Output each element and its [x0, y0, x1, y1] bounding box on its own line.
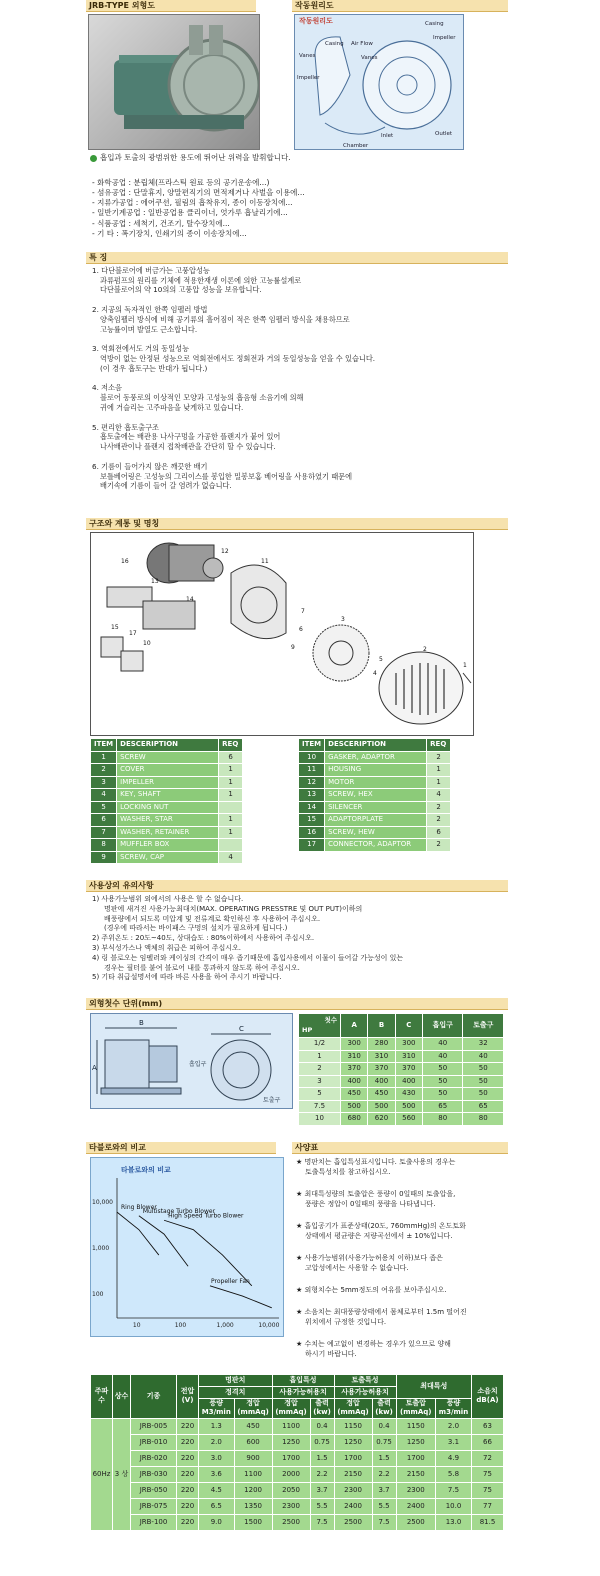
table-row: JRB-075 220 6.5 1350 2300 5.5 2400 5.5 2400 10.0 77 [91, 1498, 504, 1514]
principle-svg [295, 15, 463, 149]
series-line [164, 1220, 252, 1286]
caution-line: 3) 부식성가스나 액체의 취급은 피하여 주십시오. [92, 943, 242, 952]
table-row: 11 HOUSING 1 [299, 764, 451, 777]
note-item: ★ 소음치는 최대풍량상태에서 몸체로부터 1.5m 떨어진 위치에서 규정한 것입니다. [296, 1308, 467, 1326]
principle-label: Chamber [343, 143, 369, 149]
uses-list [92, 178, 305, 239]
blower-illustration [89, 15, 259, 149]
table-row: 1 SCREW 6 [91, 751, 243, 764]
principle-label: Inlet [381, 133, 394, 139]
series-label: High Speed Turbo Blower [168, 1212, 244, 1220]
series-line [139, 1216, 188, 1266]
section-title-dimensions: 외형첫수 단위(mm) [86, 998, 508, 1010]
table-row: 1 310 310 310 40 40 [299, 1050, 504, 1063]
caution-line: 배풍량에서 되도록 미압계 및 전류계로 확인하신 후 사용하여 주십시오. [104, 914, 321, 923]
caution-line: 1) 사용가능범위 외에서의 사용은 할 수 없습니다. [92, 895, 244, 903]
series-label: Propeller Fan [211, 1277, 250, 1285]
table-row: 7 WASHER, RETAINER 1 [91, 826, 243, 839]
use-item: - 식품공업 : 세척기, 건조기, 탈수장치에... [92, 218, 230, 228]
y-tick-label: 1,000 [92, 1244, 110, 1252]
callout-3: 3 [341, 616, 345, 623]
principle-label: Vanes [299, 53, 316, 59]
table-row: 5 450 450 430 50 50 [299, 1088, 504, 1101]
callout-9: 9 [291, 644, 295, 651]
feature-item: 2. 지공의 독자적인 한쪽 임펠러 방법 양축임펠러 방식에 비해 공기류의 흘어짐이 적은 한쪽 임펠러 방식을 채용하므로 고능률이며 발열도 근소합니다. [92, 305, 350, 334]
principle-label: Impeller [433, 35, 456, 41]
parts-table-left: ITEM DESCERIPTION REQ 1 SCREW 6 2 COVER 1 3 IMPELLER 1 4 KEY, SHAFT 1 5 LOCKING NUT 6 WASHER, STAR 1 7 WASHER, RETAINER 1 8 MUFFLER BOX 9 SCREW, CAP 4 [90, 738, 243, 864]
principle-title: 작동원리도 [299, 17, 333, 25]
table-row: 10 680 620 560 80 80 [299, 1113, 504, 1126]
feature-item: 6. 기름이 들어가지 않은 깨끗한 배기 보틀베어링은 고성능의 그리이스를 봉입한 밀봉보홈 베어링을 사용하였기 때문에 배기속에 기름이 들어 갈 염려가 없습니다. [92, 461, 353, 491]
callout-7: 7 [301, 608, 305, 615]
callout-6: 6 [299, 626, 303, 633]
table-row: 2 370 370 370 50 50 [299, 1063, 504, 1076]
table-row: 4 KEY, SHAFT 1 [91, 789, 243, 802]
use-item: - 일반기계공업 : 일반공업용 클리이너, 엇가루 흡날리기에... [92, 208, 288, 218]
table-row: 3 IMPELLER 1 [91, 776, 243, 789]
dim-label-outlet: 토출구 [263, 1097, 281, 1104]
table-row: 8 MUFFLER BOX [91, 839, 243, 852]
section-title-notes: 사양표 [292, 1142, 508, 1154]
caution-line: 명판에 새겨진 사용가능최대치(MAX. OPERATING PRESSTRE 및 OUT PUT)이하의 [104, 904, 363, 913]
green-bullet-icon [90, 155, 97, 162]
section-title-structure: 구조와 계통 및 명칭 [86, 518, 508, 530]
section-title-comparison: 타블로와의 비교 [86, 1142, 276, 1154]
feature-item: 5. 편리한 흡토출구조 흡토출에는 배관용 나사구멍을 가공한 플랜지가 붙어 있어 나사배관이나 플랜지 접착배관을 간단히 할 수 있습니다. [92, 422, 281, 452]
table-row: 9 SCREW, CAP 4 [91, 851, 243, 864]
callout-2: 2 [423, 646, 427, 653]
table-row: 15 ADAPTORPLATE 2 [299, 814, 451, 827]
caution-line: 5) 기타 취급설명서에 따라 바른 사용을 하여 주시기 바랍니다. [92, 973, 282, 982]
exploded-view [90, 532, 474, 736]
table-row: 2 COVER 1 [91, 764, 243, 777]
intro-line: 흡입과 토출의 광범위한 용도에 뛰어난 위력을 발휘합니다. [90, 153, 291, 163]
feature-item: 3. 역회전에서도 거의 동일성능 역방이 없는 안정된 성능으로 역회전에서도 정회전과 거의 동일성능을 얻을 수 있습니다. (이 경우 흡토구는 반대가 됩니다.) [92, 344, 376, 373]
table-row: 13 SCREW, HEX 4 [299, 789, 451, 802]
series-line [117, 1212, 159, 1255]
callout-16: 16 [121, 558, 129, 565]
y-tick-label: 100 [92, 1290, 104, 1298]
table-row: JRB-100 220 9.0 1500 2500 7.5 2500 7.5 2500 13.0 81.5 [91, 1514, 504, 1530]
table-row: 12 MOTOR 1 [299, 776, 451, 789]
note-item: ★ 최대특성량의 토출압은 풍량이 0일때의 토출압을, 풍량은 정압이 0일때의 풍량을 나타냅니다. [296, 1190, 456, 1208]
principle-label: Casing [425, 21, 444, 27]
y-tick-label: 10,000 [92, 1198, 113, 1206]
comparison-chart-svg [91, 1158, 283, 1336]
callout-12: 12 [221, 548, 229, 555]
chart-title: 타블로와의 비교 [121, 1166, 171, 1174]
table-row: 14 SILENCER 2 [299, 801, 451, 814]
note-item: ★ 흡입공기가 표준상태(20도, 760mmHg)의 온도토화 상태에서 평균량은 저량곡선에서 ± 10%입니다. [296, 1222, 466, 1240]
principle-label: Casing [325, 41, 344, 47]
callout-11: 11 [261, 558, 269, 565]
table-row: JRB-030 220 3.6 1100 2000 2.2 2150 2.2 2150 5.8 75 [91, 1466, 504, 1482]
x-tick-label: 1,000 [216, 1322, 234, 1329]
use-item: - 섬유공업 : 단말휴지, 양말편직기의 면적제거나 사벌을 이용에... [92, 188, 305, 198]
features-list [92, 266, 375, 491]
table-row: 6 WASHER, STAR 1 [91, 814, 243, 827]
notes-list [296, 1157, 508, 1359]
cautions-list [92, 895, 403, 983]
dimension-table: HP 첫수 A B C 흡입구 토출구 1/2 300 280 300 40 32 1 310 310 310 40 40 2 370 370 370 50 50 3 400 400 400 50 50 5 450 450 430 50 50 7.5 500 500 500 65 65 10 680 620 560 80 80 [298, 1013, 504, 1126]
feature-item: 4. 저소음 블로어 동풍로의 이상적인 모양과 고성능의 흡음형 소음기에 의해 귀에 거슬리는 고주파음을 낮게하고 있습니다. [92, 383, 304, 412]
callout-4: 4 [373, 670, 377, 677]
callout-13: 13 [151, 578, 159, 585]
callout-14: 14 [186, 596, 194, 603]
table-row: 16 SCREW, HEW 6 [299, 826, 451, 839]
spec-table: 주파수 상수 기종 전압 (V) 명판치 흡입특성 토출특성 최대특성 소음치 dB(A) 정격치 사용가능허용치 사용가능허용치 풍량 M3/min 정압 (mmAq) 정압 (mmAq) 출력 (kw) 정압 (mmAq) 출력 (kw) 토출압 (mmAq) 풍량 m3/min 60Hz 3 상 JRB-005 220 1.3 450 1100 0.4 1150 0.4 1150 2.0 63 JRB-010 220 2.0 600 1250 0.75 1250 0.75 1250 3.1 66 JRB-020 220 3.0 900 1700 1.5 1700 1.5 1700 4.9 72 JRB-030 220 3.6 1100 2000 2.2 2150 2.2 2150 5.8 75 JRB-050 220 4.5 1200 2050 3.7 2300 3.7 2300 7.5 75 JRB-075 220 6.5 1350 2300 5.5 2400 5.5 2400 10.0 77 JRB-100 220 9.0 1500 2500 7.5 2500 7.5 2500 13.0 81.5 [90, 1374, 504, 1531]
use-item: - 지류가공업 : 에어쿠션, 필림의 흡착유지, 종이 이동장치에... [92, 198, 293, 208]
x-tick-label: 100 [174, 1322, 187, 1329]
feature-item: 1. 다단블로어에 버금가는 고풍압성능 과류펌프의 원리를 기체에 적용한재생 이론에 의한 고능률설계로 다단블로어의 약 10의의 고풍압 성능을 보유합니다. [92, 266, 302, 295]
section-title-principle: 작동원리도 [292, 0, 508, 12]
caution-line: (경우에 따라서는 바이패스 구멍의 설치가 필요하게 됩니다.) [104, 924, 288, 933]
table-row: 60Hz 3 상 JRB-005 220 1.3 450 1100 0.4 1150 0.4 1150 2.0 63 [91, 1418, 504, 1434]
blower-photo [88, 14, 260, 150]
caution-line: 4) 링 블로오는 임펠러와 케이싱의 간격이 매우 좁기때문에 흡입사용에서 이물이 들어갈 가능성이 있는 [92, 953, 404, 962]
callout-15: 15 [111, 624, 119, 631]
caution-line: 경우는 필터를 붙여 블로어 내를 통과하지 않도록 하여 주십시오. [104, 963, 300, 972]
dim-label-c: C [239, 1025, 244, 1033]
use-item: - 화학공업 : 분립체(프라스틱 원료 등의 공기운송에...) [92, 178, 270, 187]
dim-label-b: B [139, 1019, 144, 1027]
table-row: 5 LOCKING NUT [91, 801, 243, 814]
table-row: JRB-020 220 3.0 900 1700 1.5 1700 1.5 1700 4.9 72 [91, 1450, 504, 1466]
note-item: ★ 수치는 예고없이 변경하는 경우가 있으므로 양해 하시기 바랍니다. [296, 1340, 451, 1358]
section-title-appearance: JRB-TYPE 외형도 [86, 0, 256, 12]
table-row: 7.5 500 500 500 65 65 [299, 1100, 504, 1113]
callout-1: 1 [463, 662, 467, 669]
comparison-chart [90, 1157, 284, 1337]
table-row: JRB-050 220 4.5 1200 2050 3.7 2300 3.7 2300 7.5 75 [91, 1482, 504, 1498]
use-item: - 기 타 : 폭기장치, 인쇄기의 종이 이송장치에... [92, 228, 247, 238]
series-line [210, 1286, 272, 1308]
table-row: 3 400 400 400 50 50 [299, 1075, 504, 1088]
x-tick-label: 10,000 [258, 1322, 280, 1329]
table-row: JRB-010 220 2.0 600 1250 0.75 1250 0.75 1250 3.1 66 [91, 1434, 504, 1450]
table-row: 1/2 300 280 300 40 32 [299, 1038, 504, 1051]
section-title-features: 특 징 [86, 252, 508, 264]
note-item: ★ 외형치수는 5mm정도의 여유를 보아주십시오. [296, 1286, 447, 1294]
callout-5: 5 [379, 656, 383, 663]
section-title-cautions: 사용상의 유의사항 [86, 880, 508, 892]
table-row: 10 GASKER, ADAPTOR 2 [299, 751, 451, 764]
caution-line: 2) 주위온도 : 20도~40도, 상대습도 : 80%이하에서 사용하여 주십시오. [92, 934, 315, 943]
dim-label-a: A [92, 1064, 97, 1072]
series-label: Multistage Turbo Blower [142, 1207, 216, 1215]
x-tick-label: 10 [132, 1322, 141, 1329]
principle-diagram [294, 14, 464, 150]
principle-label: Air Flow [351, 41, 373, 47]
callout-10: 10 [143, 640, 151, 647]
principle-label: Outlet [435, 131, 453, 137]
note-item: ★ 명판치는 흡입특성표시입니다. 토출사용의 경우는 토출특성치를 참고하십시오. [296, 1158, 456, 1176]
note-item: ★ 사용가능범위(사용가능허용치 이하)보다 좁은 고압성에서는 사용할 수 없습니다. [296, 1254, 443, 1272]
dim-label-inlet: 흡입구 [189, 1061, 207, 1068]
dimension-drawing [90, 1013, 293, 1109]
series-label: Ring Blower [121, 1204, 157, 1212]
table-row: 17 CONNECTOR, ADAPTOR 2 [299, 839, 451, 852]
exploded-view-svg [91, 533, 473, 735]
hp-header: HP 첫수 [299, 1014, 341, 1038]
dimension-svg [91, 1014, 292, 1108]
principle-label: Impeller [297, 75, 320, 81]
callout-17: 17 [129, 630, 137, 637]
principle-label: Vanes [361, 55, 378, 61]
parts-table-right: ITEM DESCERIPTION REQ 10 GASKER, ADAPTOR 2 11 HOUSING 1 12 MOTOR 1 13 SCREW, HEX 4 14 SILENCER 2 15 ADAPTORPLATE 2 16 SCREW, HEW 6 17 CONNECTOR, ADAPTOR 2 [298, 738, 451, 852]
